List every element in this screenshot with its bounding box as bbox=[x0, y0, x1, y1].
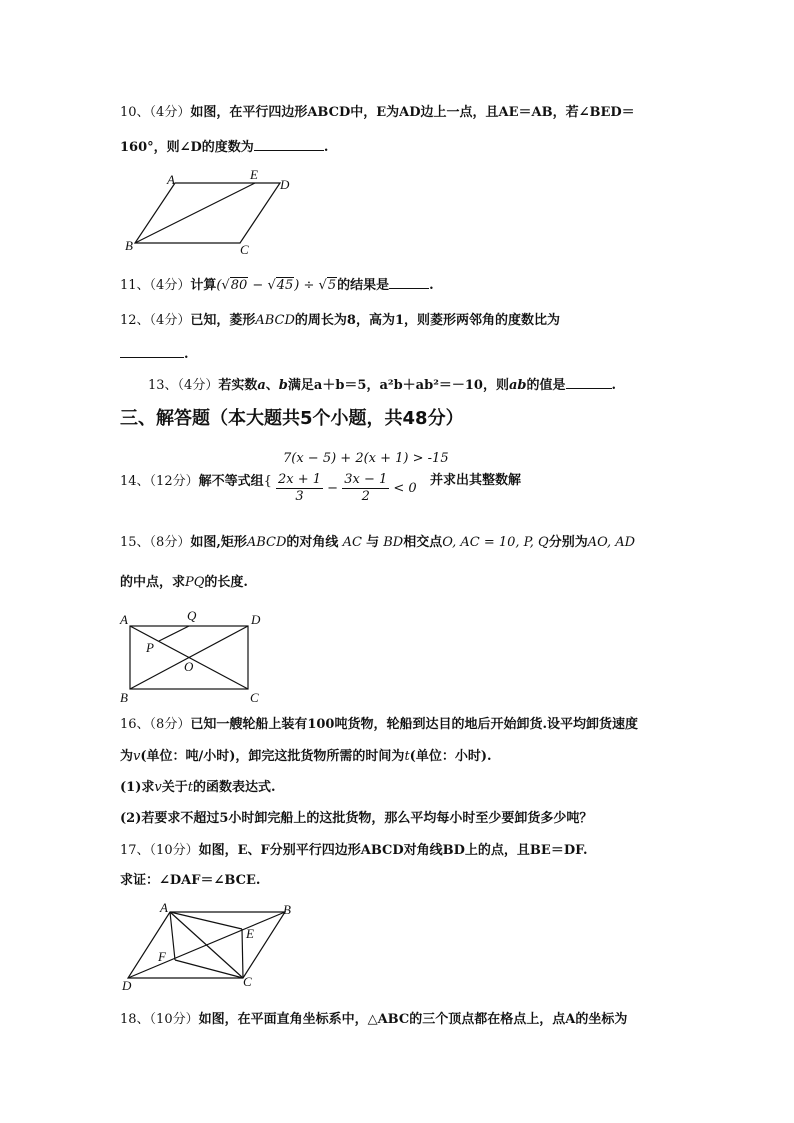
q13-period: . bbox=[611, 378, 617, 393]
q11-radicand-80: 80 bbox=[230, 278, 248, 293]
q15-label-a: A bbox=[120, 612, 128, 627]
q15-label-p: P bbox=[146, 640, 154, 655]
q11-line bbox=[120, 274, 434, 295]
q15-line1 bbox=[120, 534, 635, 552]
q16-part-1-var-v: v bbox=[154, 780, 162, 795]
q14-fraction-1-denominator: 3 bbox=[295, 489, 304, 504]
q15-text-4: 相交点 bbox=[403, 535, 443, 550]
q11-minus: − bbox=[248, 278, 268, 293]
q12-text-1: 已知，菱形 bbox=[190, 313, 256, 328]
q13-answer-blank bbox=[566, 374, 612, 389]
q17-text-1: 如图，E、F分别平行四边形ABCD对角线BD上的点，且BE＝DF. bbox=[198, 843, 588, 858]
q11-score: （4分） bbox=[149, 278, 191, 293]
q17-label-b: B bbox=[283, 902, 291, 917]
q15-number: 15、 bbox=[120, 535, 150, 550]
q12-period: . bbox=[184, 347, 189, 362]
q13-score: （4分） bbox=[177, 378, 219, 393]
q15-bd: BD bbox=[383, 535, 404, 550]
q10-label-d: D bbox=[280, 177, 290, 192]
q11-answer-blank bbox=[389, 274, 429, 289]
q16-number: 16、 bbox=[120, 717, 150, 732]
q15-text-2: 的对角线 bbox=[286, 535, 339, 550]
q12-shape-abcd: ABCD bbox=[255, 313, 295, 328]
q14-number: 14、 bbox=[120, 474, 150, 489]
q11-text-2: 的结果是 bbox=[337, 278, 390, 293]
q10-label-e: E bbox=[250, 167, 258, 182]
q15-figure-rectangle bbox=[118, 606, 268, 706]
q10-text-2: 160°，则∠D的度数为 bbox=[120, 140, 254, 155]
q15-label-b: B bbox=[120, 690, 128, 705]
q18-number: 18、 bbox=[120, 1012, 150, 1027]
q11-divide: ÷ bbox=[299, 278, 319, 293]
q13-number: 13、 bbox=[148, 378, 178, 393]
q13-text-3: 则 bbox=[495, 378, 509, 393]
q14-fraction-1-numerator: 2x + 1 bbox=[278, 472, 322, 487]
q10-label-b: B bbox=[125, 238, 133, 253]
q16-text-2: 为 bbox=[120, 749, 134, 764]
q17-label-f: F bbox=[158, 949, 166, 964]
q14-line bbox=[120, 472, 272, 492]
q16-text-1: 已知一艘轮船上装有100吨货物，轮船到达目的地后开始卸货.设平均卸货速度 bbox=[190, 717, 638, 732]
q13-var-b: b bbox=[278, 378, 288, 393]
q17-line2: 求证：∠DAF＝∠BCE. bbox=[120, 873, 261, 888]
q15-text-1: 如图,矩形 bbox=[190, 535, 247, 550]
q15-text-3: 与 bbox=[366, 535, 380, 550]
q14-minus: − bbox=[327, 481, 339, 496]
q10-text-1: 如图，在平行四边形ABCD中，E为AD边上一点，且AE＝AB，若∠BED＝ bbox=[190, 105, 635, 120]
q10-answer-blank bbox=[254, 136, 324, 151]
q16-part-1-text-a: (1)求 bbox=[120, 780, 155, 795]
q14-less-than-zero: < 0 bbox=[393, 481, 417, 496]
q16-part-1-text-b: 关于 bbox=[161, 780, 188, 795]
q15-label-d: D bbox=[251, 612, 261, 627]
q16-line1 bbox=[120, 716, 638, 734]
q15-line2 bbox=[120, 574, 248, 592]
q11-number: 11、 bbox=[120, 278, 150, 293]
q16-var-t: t bbox=[404, 749, 410, 764]
q18-score: （10分） bbox=[149, 1012, 199, 1027]
q14-fraction-2-numerator: 3x − 1 bbox=[344, 472, 388, 487]
q15-label-q: Q bbox=[187, 608, 197, 623]
q12-score: （4分） bbox=[149, 313, 191, 328]
q12-text-2: 的周长为8，高为1，则菱形两邻角的度数比为 bbox=[294, 313, 560, 328]
q14-fraction-2-denominator: 2 bbox=[361, 489, 370, 504]
q17-line1 bbox=[120, 842, 588, 860]
q14-brace: { bbox=[263, 474, 272, 489]
q13-var-ab: ab bbox=[509, 378, 527, 393]
q15-label-c: C bbox=[250, 690, 259, 705]
q16-text-3: (单位：吨/小时)，卸完这批货物所需的时间为 bbox=[140, 749, 405, 764]
q13-text-4: 的值是 bbox=[526, 378, 566, 393]
q10-score: （4分） bbox=[149, 105, 191, 120]
q11-close-paren: ) bbox=[294, 278, 300, 293]
q11-period: . bbox=[429, 278, 434, 293]
q14-inequality-2 bbox=[276, 472, 417, 505]
q11-open-paren: ( bbox=[216, 278, 222, 293]
q16-part-2: (2)若要求不超过5小时卸完船上的这批货物，那么平均每小时至少要卸货多少吨？ bbox=[120, 811, 593, 826]
q17-label-c: C bbox=[243, 974, 252, 989]
q11-text-1: 计算 bbox=[190, 278, 217, 293]
q13-condition-2: a²b＋ab²＝－10， bbox=[379, 378, 496, 393]
q12-answer-blank bbox=[120, 343, 184, 358]
q12-number: 12、 bbox=[120, 313, 150, 328]
q18-line1 bbox=[120, 1011, 627, 1029]
q15-label-o: O bbox=[184, 659, 194, 674]
q15-text-6: 的中点，求 bbox=[120, 575, 186, 590]
q16-line2 bbox=[120, 748, 492, 766]
q17-number: 17、 bbox=[120, 843, 150, 858]
q14-inequality-1: 7(x − 5) + 2(x + 1) > -15 bbox=[283, 451, 449, 466]
q10-period: . bbox=[323, 140, 329, 155]
q11-expression: (√80 − √45) ÷ √5 bbox=[216, 278, 337, 293]
q12-line1 bbox=[120, 312, 560, 330]
q17-figure-parallelogram bbox=[120, 900, 300, 992]
q14-text-1: 解不等式组 bbox=[198, 474, 264, 489]
q17-label-d: D bbox=[122, 978, 132, 993]
q15-ac: AC bbox=[342, 535, 362, 550]
q16-part-1-var-t: t bbox=[187, 780, 193, 795]
q16-score: （8分） bbox=[149, 717, 191, 732]
q13-text-2: 满足 bbox=[287, 378, 314, 393]
q15-ao-ad: AO, AD bbox=[587, 535, 636, 550]
q13-separator: 、 bbox=[265, 378, 279, 393]
q10-line1 bbox=[120, 104, 635, 122]
q10-label-c: C bbox=[240, 242, 249, 257]
q17-label-e: E bbox=[246, 926, 254, 941]
q10-label-a: A bbox=[167, 172, 175, 187]
q11-radicand-45: 45 bbox=[276, 278, 294, 293]
q14-fraction-2 bbox=[342, 472, 389, 505]
q10-line2 bbox=[120, 136, 328, 157]
q12-line2 bbox=[120, 343, 189, 364]
q17-score: （10分） bbox=[149, 843, 199, 858]
q15-condition: O, AC = 10, P, Q bbox=[442, 535, 549, 550]
q10-figure-parallelogram bbox=[120, 168, 300, 258]
q18-text-1: 如图，在平面直角坐标系中，△ABC的三个顶点都在格点上，点A的坐标为 bbox=[198, 1012, 628, 1027]
q15-text-7: 的长度. bbox=[204, 575, 248, 590]
q16-text-4: (单位：小时). bbox=[409, 749, 492, 764]
q14-fraction-1 bbox=[276, 472, 323, 505]
q16-part-1 bbox=[120, 779, 276, 797]
q15-score: （8分） bbox=[149, 535, 191, 550]
q13-var-a: a bbox=[257, 378, 266, 393]
q10-number: 10、 bbox=[120, 105, 150, 120]
q16-part-1-text-c: 的函数表达式. bbox=[192, 780, 276, 795]
q13-line bbox=[148, 374, 616, 395]
q14-text-2: 并求出其整数解 bbox=[430, 473, 522, 488]
q14-score: （12分） bbox=[149, 474, 199, 489]
q13-text-1: 若实数 bbox=[218, 378, 258, 393]
q15-text-5: 分别为 bbox=[548, 535, 588, 550]
q17-label-a: A bbox=[160, 900, 168, 915]
q15-pq: PQ bbox=[185, 575, 205, 590]
q16-var-v: v bbox=[133, 749, 141, 764]
q11-radicand-5: 5 bbox=[327, 278, 337, 293]
q13-condition-1: a＋b＝5， bbox=[313, 378, 380, 393]
section-3-heading: 三、解答题（本大题共5个小题，共48分） bbox=[120, 408, 464, 429]
q15-shape-abcd: ABCD bbox=[246, 535, 287, 550]
